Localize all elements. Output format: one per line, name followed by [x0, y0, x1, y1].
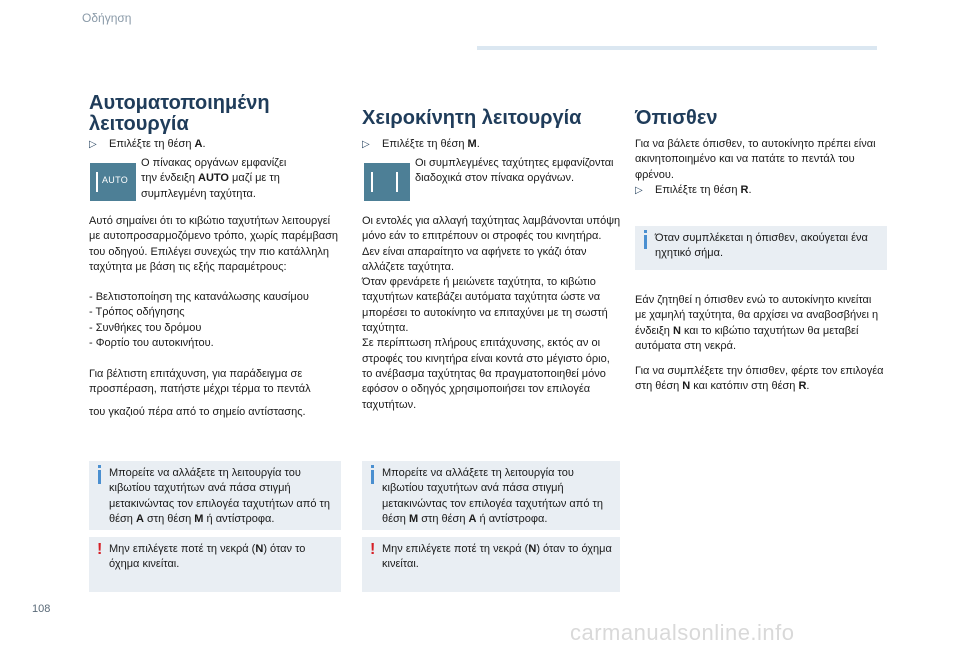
- arrow-icon: ▷: [635, 185, 643, 196]
- info-icon: [644, 235, 647, 249]
- info-icon: [98, 470, 101, 484]
- watermark: carmanualsonline.info: [570, 620, 795, 645]
- manual-paragraph: Οι εντολές για αλλαγή ταχύτητας λαμβάνονται υπόψη μόνο εάν το επιτρέπουν οι στροφές του κινητήρα.: [362, 215, 621, 243]
- auto-body-end-2: του γκαζιού πέρα από το σημείο αντίστασης.: [89, 406, 306, 418]
- auto-icon-description: Ο πίνακας οργάνων εμφανίζει την ένδειξη AUTO μαζί με τη συμπλεγμένη ταχύτητα.: [141, 157, 287, 200]
- header-divider: [477, 46, 877, 50]
- manual-display-icon: [364, 163, 410, 201]
- manual-paragraph: Δεν είναι απαραίτητο να αφήνετε το γκάζι όταν αλλάζετε ταχύτητα.: [362, 245, 587, 273]
- list-item: - Τρόπος οδήγησης: [89, 306, 185, 319]
- info-note-reverse: Όταν συμπλέκεται η όπισθεν, ακούγεται ένα ηχητικό σήμα.: [635, 226, 887, 270]
- manual-body: [362, 214, 622, 413]
- list-item: - Βελτιστοποίηση της κατανάλωσης καυσίμου: [89, 291, 309, 303]
- manual-paragraph: Σε περίπτωση πλήρους επιτάχυνσης, εκτός αν οι στροφές του κινητήρα είναι κοντά στο μέγιστο όριο, το ανέβασμα ταχύτητας θα πραγματοποιηθεί μόνο εφόσον ο οδηγός χρησιμοποιήσει τον επιλογέα ταχυτήτων.: [362, 337, 610, 411]
- reverse-paragraph-2: Για να συμπλέξετε την όπισθεν, φέρτε τον επιλογέα στη θέση N και κατόπιν στη θέση R.: [635, 365, 884, 393]
- reverse-body: Για να βάλετε όπισθεν, το αυτοκίνητο πρέπει είναι ακινητοποιημένο και να πατάτε το πεντάλ του φρένου.: [635, 138, 876, 181]
- info-note-manual: Μπορείτε να αλλάξετε τη λειτουργία του κιβωτίου ταχυτήτων ανά πάσα στιγμή μετακινώντας τον επιλογέα ταχυτήτων από τη θέση M στη θέση A ή αντίστροφα.: [362, 461, 620, 530]
- warning-icon: !: [97, 541, 103, 558]
- bullet-select-a: ▷ Επιλέξτε τη θέση A.: [89, 138, 206, 150]
- info-note-auto: Μπορείτε να αλλάξετε τη λειτουργία του κιβωτίου ταχυτήτων ανά πάσα στιγμή μετακινώντας τον επιλογέα ταχυτήτων από τη θέση A στη θέση M ή αντίστροφα.: [89, 461, 341, 530]
- title-manual: Χειροκίνητη λειτουργία: [362, 107, 582, 129]
- bullet-select-r: ▷ Επιλέξτε τη θέση R.: [635, 184, 752, 196]
- warning-icon: !: [370, 541, 376, 558]
- manual-paragraph: Όταν φρενάρετε ή μειώνετε ταχύτητα, το κιβώτιο ταχυτήτων κατεβάζει αυτόματα ταχύτητα ώστε να μπορέσει το αυτοκίνητο να επιταχύνει με τη σωστή ταχύτητα.: [362, 276, 608, 335]
- list-item: - Συνθήκες του δρόμου: [89, 321, 202, 334]
- arrow-icon: ▷: [89, 139, 97, 150]
- bullet-select-m: ▷ Επιλέξτε τη θέση M.: [362, 138, 480, 150]
- auto-body-end: Για βέλτιστη επιτάχυνση, για παράδειγμα σε προσπέραση, πατήστε μέχρι τέρμα το πεντάλ: [89, 368, 311, 396]
- info-icon: [371, 470, 374, 484]
- title-reverse: Όπισθεν: [635, 107, 718, 129]
- reverse-paragraph-1: Εάν ζητηθεί η όπισθεν ενώ το αυτοκίνητο κινείται με χαμηλή ταχύτητα, θα αρχίσει να αναβοσβήνει η ένδειξη N και το κιβώτιο ταχυτήτων θα μεταβεί αυτόματα στη νεκρά.: [635, 294, 879, 352]
- title-automatic: Αυτοματοποιημένη λειτουργία: [89, 92, 270, 135]
- list-item: - Φορτίο του αυτοκινήτου.: [89, 336, 214, 349]
- arrow-icon: ▷: [362, 139, 370, 150]
- warning-note-manual: ! Μην επιλέγετε ποτέ τη νεκρά (N) όταν το όχημα κινείται.: [362, 537, 620, 592]
- warning-note-auto: ! Μην επιλέγετε ποτέ τη νεκρά (N) όταν το όχημα κινείται.: [89, 537, 341, 592]
- section-header: Οδήγηση: [82, 11, 132, 25]
- auto-body-intro: Αυτό σημαίνει ότι το κιβώτιο ταχυτήτων λειτουργεί με αυτοπροσαρμοζόμενο τρόπο, χωρίς παρέμβαση του οδηγού. Επιλέγει συνεχώς την πιο κατάλληλη ταχύτητα με βάση τις εξής παραμέτρους:: [89, 215, 339, 273]
- manual-icon-description: Οι συμπλεγμένες ταχύτητες εμφανίζονται διαδοχικά στον πίνακα οργάνων.: [415, 157, 614, 185]
- parameter-list: [89, 290, 339, 351]
- page-number: 108: [32, 603, 51, 615]
- auto-display-icon: AUTO: [90, 163, 136, 201]
